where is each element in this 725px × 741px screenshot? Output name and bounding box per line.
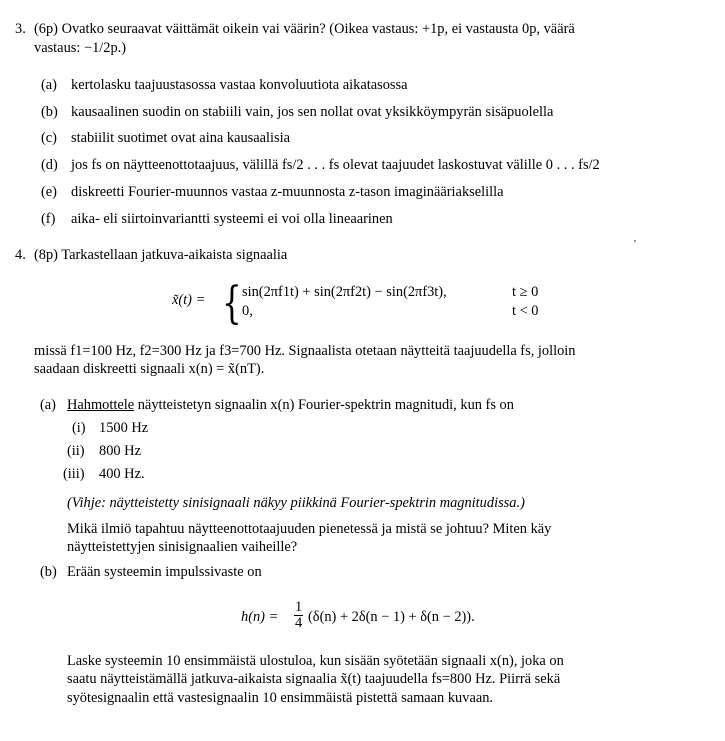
para1-line1: missä f1=100 Hz, f2=300 Hz ja f3=700 Hz. Signaalista otetaan näytteitä taajuudella fs, jolloin [34, 343, 576, 359]
part-a-underlined: Hahmottele [67, 397, 135, 413]
item-f-label: (f) [41, 211, 56, 227]
hint-text: (Vihje: näytteistetty sinisignaali näkyy piikkinä Fourier-spektrin magnitudissa.) [67, 495, 525, 511]
question-4-number: 4. [15, 247, 26, 263]
equation-brace: { [222, 278, 242, 329]
option-i-label: (i) [72, 420, 86, 436]
eq-b-numerator: 1 [295, 599, 303, 615]
item-e-label: (e) [41, 184, 57, 200]
item-a-label: (a) [41, 77, 57, 93]
part-a-prompt [67, 397, 514, 414]
para1-line2: saadaan diskreetti signaali x(n) = x̃(nT). [34, 361, 265, 377]
part-b-intro: Erään systeemin impulssivaste on [67, 564, 262, 580]
question-3-line2: vastaus: −1/2p.) [34, 40, 127, 56]
equation-case2: 0, [242, 303, 253, 319]
item-c-text: stabiilit suotimet ovat aina kausaalisia [71, 130, 291, 146]
part-a-question-line2: näytteistettyjen sinisignaalien vaiheille? [67, 539, 298, 555]
equation-case1: sin(2πf1t) + sin(2πf2t) − sin(2πf3t), [242, 284, 447, 300]
item-c-label: (c) [41, 130, 57, 146]
part-a-label: (a) [40, 397, 56, 413]
item-e-text: diskreetti Fourier-muunnos vastaa z-muunnosta z-tason imaginääriakselilla [71, 184, 504, 200]
equation-cond2: t < 0 [512, 303, 539, 319]
question-3-number: 3. [15, 21, 26, 37]
option-i-value: 1500 Hz [99, 420, 149, 436]
item-f-text: aika- eli siirtoinvariantti systeemi ei voi olla lineaarinen [71, 211, 393, 227]
part-a-question-line1: Mikä ilmiö tapahtuu näytteenottotaajuuden pienetessä ja mistä se johtuu? Miten käy [67, 521, 552, 537]
stray-mark: ' [634, 238, 636, 250]
question-3-line1: (6p) Ovatko seuraavat väittämät oikein vai väärin? (Oikea vastaus: +1p, ei vastausta 0p, väärä [34, 21, 575, 37]
equation-lhs: x̃(t) = [172, 292, 206, 308]
eq-b-denominator: 4 [295, 615, 303, 631]
question-4-intro: (8p) Tarkastellaan jatkuva-aikaista signaalia [34, 247, 288, 263]
eq-b-lhs: h(n) = [241, 609, 279, 625]
part-b-text-line2: saatu näytteistämällä jatkuva-aikaista signaalia x̃(t) taajuudella fs=800 Hz. Piirrä sekä [67, 671, 561, 687]
option-iii-value: 400 Hz. [99, 466, 145, 482]
part-a-rest: näytteistetyn signaalin x(n) Fourier-spektrin magnitudi, kun fs on [134, 397, 514, 413]
option-iii-label: (iii) [63, 466, 85, 482]
option-ii-label: (ii) [67, 443, 85, 459]
eq-b-fraction [294, 600, 303, 631]
item-a-text: kertolasku taajuustasossa vastaa konvoluutiota aikatasossa [71, 77, 408, 93]
item-b-label: (b) [41, 104, 58, 120]
item-b-text: kausaalinen suodin on stabiili vain, jos sen nollat ovat yksikköympyrän sisäpuolella [71, 104, 554, 120]
part-b-label: (b) [40, 564, 57, 580]
option-ii-value: 800 Hz [99, 443, 141, 459]
item-d-label: (d) [41, 157, 58, 173]
eq-b-rhs: (δ(n) + 2δ(n − 1) + δ(n − 2)). [308, 609, 475, 625]
part-b-text-line1: Laske systeemin 10 ensimmäistä ulostuloa, kun sisään syötetään signaali x(n), joka on [67, 653, 564, 669]
item-d-text: jos fs on näytteenottotaajuus, välillä fs/2 . . . fs olevat taajuudet laskostuvat välille 0 . . . fs/2 [71, 157, 600, 173]
equation-cond1: t ≥ 0 [512, 284, 539, 300]
part-b-text-line3: syötesignaalin että vastesignaalin 10 ensimmäistä pistettä samaan kuvaan. [67, 690, 494, 706]
